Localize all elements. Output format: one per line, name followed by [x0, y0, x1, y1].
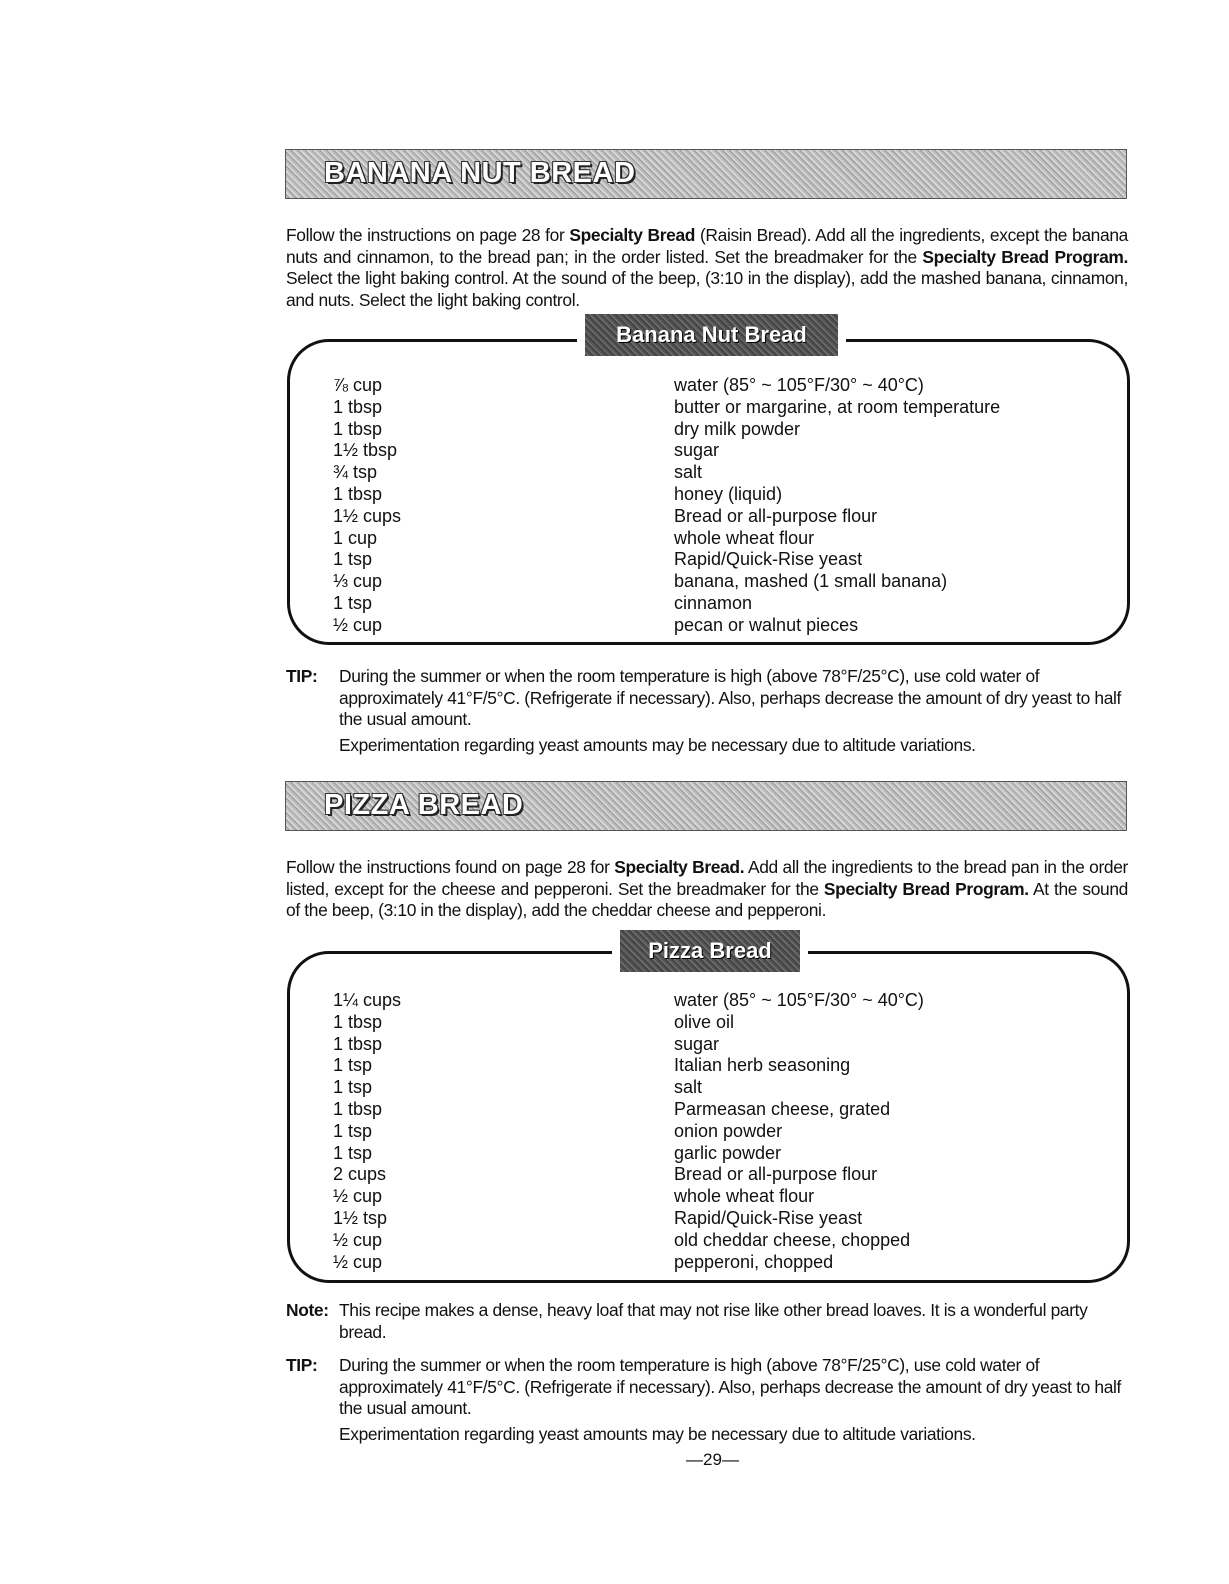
ingredient-quantity: ½ cup: [333, 614, 383, 635]
ingredient-quantity: ½ cup: [333, 1229, 383, 1250]
section-banner-pizza-bread: [285, 781, 1127, 831]
ingredient-name: Bread or all-purpose flour: [674, 505, 878, 526]
ingredient-name: cinnamon: [674, 593, 753, 613]
ingredient-name: sugar: [674, 440, 720, 461]
ingredient-name: olive oil: [674, 1011, 735, 1032]
note-text: Experimentation regarding yeast amounts may be necessary due to altitude variations.: [339, 734, 976, 755]
ingredient-quantity: ½ cup: [333, 1186, 383, 1207]
ingredient-name: Italian herb seasoning: [674, 1055, 851, 1076]
ingredient-quantity: 1 tbsp: [333, 1033, 383, 1054]
intro-paragraph: [286, 857, 1128, 922]
ingredient-name: dry milk powder: [674, 418, 801, 439]
ingredient-name: salt: [674, 1077, 703, 1098]
note-label: Note:: [286, 1300, 329, 1320]
intro-text-segment: Follow the instructions found on page 28 for: [286, 857, 615, 877]
ingredient-quantity: 1½ cups: [333, 505, 402, 526]
ingredient-quantity: 1 tbsp: [333, 1011, 383, 1032]
intro-text-segment: Specialty Bread Program.: [922, 246, 1128, 267]
ingredient-quantity: 1½ tbsp: [333, 440, 398, 461]
ingredient-name: honey (liquid): [674, 484, 783, 504]
ingredient-name: salt: [674, 462, 703, 483]
intro-text-segment: At the sound of the beep, (3:10 in the display), add the cheddar cheese and pepperoni.: [286, 878, 1128, 921]
intro-text-segment: Specialty Bread: [569, 225, 696, 245]
note-block: [286, 1355, 1128, 1445]
note-label: TIP:: [286, 666, 318, 686]
ingredient-name: sugar: [674, 1033, 720, 1054]
intro-text-segment: Follow the instructions on page 28 for: [286, 225, 570, 245]
ingredient-quantity: 1 tsp: [333, 1077, 373, 1098]
ingredient-name: old cheddar cheese, chopped: [674, 1229, 911, 1250]
ingredient-quantity: ⅓ cup: [333, 571, 383, 592]
note-block: [286, 1300, 1128, 1343]
ingredient-quantity: 1 tbsp: [333, 418, 383, 439]
ingredients-box-title: Pizza Bread: [620, 930, 800, 972]
note-text: This recipe makes a dense, heavy loaf that may not rise like other bread loaves. It is a wonderful party bread.: [339, 1300, 1088, 1342]
note-text: During the summer or when the room temperature is high (above 78°F/25°C), use cold water of approximately 41°F/5°C. (Refrigerate if necessary). Also, perhaps decrease the amount of dry yeast to half the usual amount.: [339, 666, 1122, 730]
ingredient-quantity: 1 tsp: [333, 549, 373, 570]
ingredient-quantity: 1 cup: [333, 527, 378, 548]
ingredient-name: Bread or all-purpose flour: [674, 1164, 878, 1185]
intro-text-segment: Specialty Bread Program.: [823, 878, 1029, 899]
ingredient-quantity: 2 cups: [333, 1164, 387, 1185]
ingredient-name: water (85° ~ 105°F/30° ~ 40°C): [674, 375, 924, 395]
ingredient-quantity: ⅞ cup: [333, 375, 383, 395]
note-block: [286, 666, 1128, 756]
ingredient-quantity: 1 tbsp: [333, 1099, 383, 1119]
ingredient-name: banana, mashed (1 small banana): [674, 571, 948, 592]
intro-text-segment: Specialty Bread.: [614, 857, 745, 877]
ingredient-quantity: 1 tbsp: [333, 396, 383, 417]
intro-text-segment: Select the light baking control. At the sound of the beep, (3:10 in the display), add the mashed banana, cinnamon, and nuts. Select the light baking control.: [286, 268, 1128, 310]
intro-text-segment: (Raisin Bread). Add all the ingredients, except the banana nuts and cinnamon, to the bread pan; in the order listed. Set the breadmaker for the: [286, 225, 1128, 267]
page-number: —29—: [686, 1450, 739, 1469]
ingredient-name: garlic powder: [674, 1142, 782, 1163]
intro-paragraph: [286, 225, 1128, 311]
ingredient-name: whole wheat flour: [674, 1186, 815, 1207]
ingredient-name: Parmeasan cheese, grated: [674, 1099, 891, 1119]
ingredient-name: pepperoni, chopped: [674, 1251, 834, 1272]
ingredient-quantity: 1 tsp: [333, 593, 373, 613]
ingredient-name: whole wheat flour: [674, 527, 815, 548]
ingredient-name: onion powder: [674, 1120, 783, 1141]
section-banner-banana-nut-bread: [285, 149, 1127, 199]
ingredients-box-title: Banana Nut Bread: [585, 314, 838, 356]
ingredient-quantity: 1 tsp: [333, 1142, 373, 1163]
note-label: TIP:: [286, 1355, 318, 1375]
ingredient-quantity: 1½ tsp: [333, 1208, 388, 1228]
ingredient-quantity: ¾ tsp: [333, 462, 378, 483]
ingredient-name: water (85° ~ 105°F/30° ~ 40°C): [674, 990, 924, 1010]
note-text: During the summer or when the room temperature is high (above 78°F/25°C), use cold water of approximately 41°F/5°C. (Refrigerate if necessary). Also, perhaps decrease the amount of dry yeast to half the usual amount.: [339, 1355, 1122, 1419]
ingredient-quantity: ½ cup: [333, 1251, 383, 1272]
ingredient-quantity: 1 tsp: [333, 1055, 373, 1076]
banner-title: BANANA NUT BREAD: [324, 157, 636, 189]
ingredient-quantity: 1¼ cups: [333, 990, 402, 1010]
intro-text-segment: Add all the ingredients to the bread pan in the order listed, except for the cheese and pepperoni. Set the breadmaker for the: [286, 857, 1128, 899]
ingredient-name: pecan or walnut pieces: [674, 614, 859, 635]
note-text: Experimentation regarding yeast amounts may be necessary due to altitude variations.: [339, 1423, 976, 1444]
ingredient-quantity: 1 tsp: [333, 1120, 373, 1141]
ingredient-name: Rapid/Quick-Rise yeast: [674, 1208, 863, 1228]
banner-title: PIZZA BREAD: [324, 789, 524, 821]
ingredient-name: butter or margarine, at room temperature: [674, 396, 1001, 417]
ingredient-name: Rapid/Quick-Rise yeast: [674, 549, 863, 570]
ingredient-quantity: 1 tbsp: [333, 484, 383, 504]
